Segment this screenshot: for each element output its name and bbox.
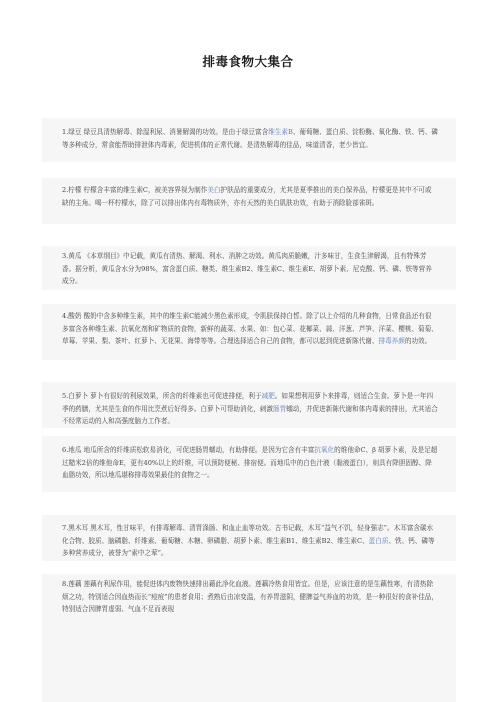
- paragraph-6: [62, 444, 438, 482]
- paragraph-text: 6.地瓜 地瓜所含的纤维质松软易消化，可促进肠胃蠕动，有助排便。是因为它含有丰富: [62, 446, 315, 454]
- keyword-link[interactable]: 减肥: [261, 392, 275, 400]
- paragraph-4: [62, 310, 438, 348]
- paragraph-text: 蠕动，并促进新陈代谢和体内毒素的排出，尤其适合不经常运动的人和高强度脑力工作者。: [62, 404, 438, 426]
- paragraph-text: 的维他命C、β 胡萝卜素，及是足超过糙米2倍的维他命E，更有40%以上的纤维，可以预防便秘、排宿便。而地瓜中的白色汁液（黏液蛋白），则具有降胆固醇、降血脂功效，所以地瓜堪称排毒效果最佳的食物之一。: [62, 446, 438, 480]
- keyword-link[interactable]: 排毒养颜: [378, 337, 405, 346]
- paragraph-7: [62, 522, 438, 560]
- keyword-link[interactable]: 肠胃: [273, 404, 287, 413]
- paragraph-1: [62, 126, 438, 151]
- paragraph-text: 4.酸奶 酸奶中含多种维生素，其中的维生素C能减少黑色素形成，令肌肤保持白皙。除了以上介绍的几种食物，日常食品还有很多富含各种维生素、抗氧化剂和矿物质的食物，新鲜的蔬菜、水果、如：包心菜、花椰菜、蒜、洋葱、芦笋、洋菜、樱桃、菊菊、草莓、苹果、梨、茶叶、红萝卜、无花果、海带等等。合理选择适合自己的食物，都可以起到促进新陈代谢、: [62, 312, 438, 346]
- paragraph-text: 7.黑木耳 黑木耳，性甘味平，有排毒解毒、清胃涤肠、和血止血等功效。古书记载，木耳“益气不饥，轻身强志”。木耳富含碳水化合物、胶质、脑磷脂、纤维素、葡萄糖、木糖、卵磷脂、胡萝卜素、维生素B1、维生素B2、维生素C、: [62, 524, 434, 545]
- keyword-link[interactable]: 蛋白质: [368, 536, 389, 545]
- paragraph-text: 、铁、钙、磷等多种营养成分，被誉为“素中之荤”。: [62, 536, 435, 558]
- paragraph-text: 2.柠檬 柠檬含丰富的维生素C，被美容界视为制作: [62, 186, 208, 194]
- keyword-link[interactable]: 维生素B: [268, 128, 293, 136]
- paragraph-text: 1.绿豆 绿豆具清热解毒、除湿利尿、消暑解渴的功效。是由于绿豆富含: [62, 128, 269, 136]
- paragraph-3: [62, 250, 438, 288]
- paragraph-text: 8.莲藕 莲藕有利尿作用，能促进体内废物快速排出藉此净化血液。莲藕冷热食用皆宜。但是，应该注意的是生藕性寒，有清热除烦之功，特别适合因血热而长“痘痘”的患者食用；煮熟后由凉变温，有养胃滋阴，健脾益气养血的功效，是一种很好的食补佳品，特别适合因脾胃虚弱、气血不足而表现: [62, 580, 438, 614]
- paragraph-text: 的功效。: [404, 337, 432, 346]
- keyword-link[interactable]: 抗氧化: [314, 446, 335, 454]
- paragraph-8: [62, 578, 438, 616]
- paragraph-text: 。如果想利用萝卜来排毒，则适合生食。萝卜是一年四季的药膳，尤其是生食的作用比烹煮后好得多。白萝卜可帮助消化，刺激: [62, 392, 434, 413]
- paragraph-text: 护肤品的重要成分，尤其是夏季推出的美白保养品，柠檬更是其中不可或缺的主角。喝一杯柠檬水，除了可以排出体内有毒物质外，亦有天然的美白肌肤功效，有助于消除脸部雀斑。: [62, 186, 432, 207]
- paragraph-text: 3.黄瓜 《本草纲目》中记载，黄瓜有清热、解渴、利水、消肿之功效。黄瓜肉质脆嫩，汁多味甘，生食生津解渴，且有特殊芳香。据分析，黄瓜含水分为98%，富含蛋白质、糖类、维生素B2、维生素C、维生素E、胡萝卜素、尼克酸、钙、磷、铁等营养成分。: [62, 252, 432, 286]
- paragraph-text: 5.白萝卜 萝卜有很好的利尿效果，所含的纤维素也可促进排便，利于: [62, 392, 262, 400]
- paragraph-2: [62, 184, 438, 209]
- paragraph-5: [62, 390, 438, 428]
- keyword-link[interactable]: 美白: [207, 186, 221, 194]
- document-title: 排毒食物大集合: [202, 54, 294, 69]
- paragraph-text: 、葡萄糖、蛋白质、淀粉酶、氧化酶、铁、钙、磷等多种成分，常食能帮助排泄体内毒素，促进机体的正常代谢。是清热解毒的佳品，味道清香，老少皆宜。: [62, 128, 438, 149]
